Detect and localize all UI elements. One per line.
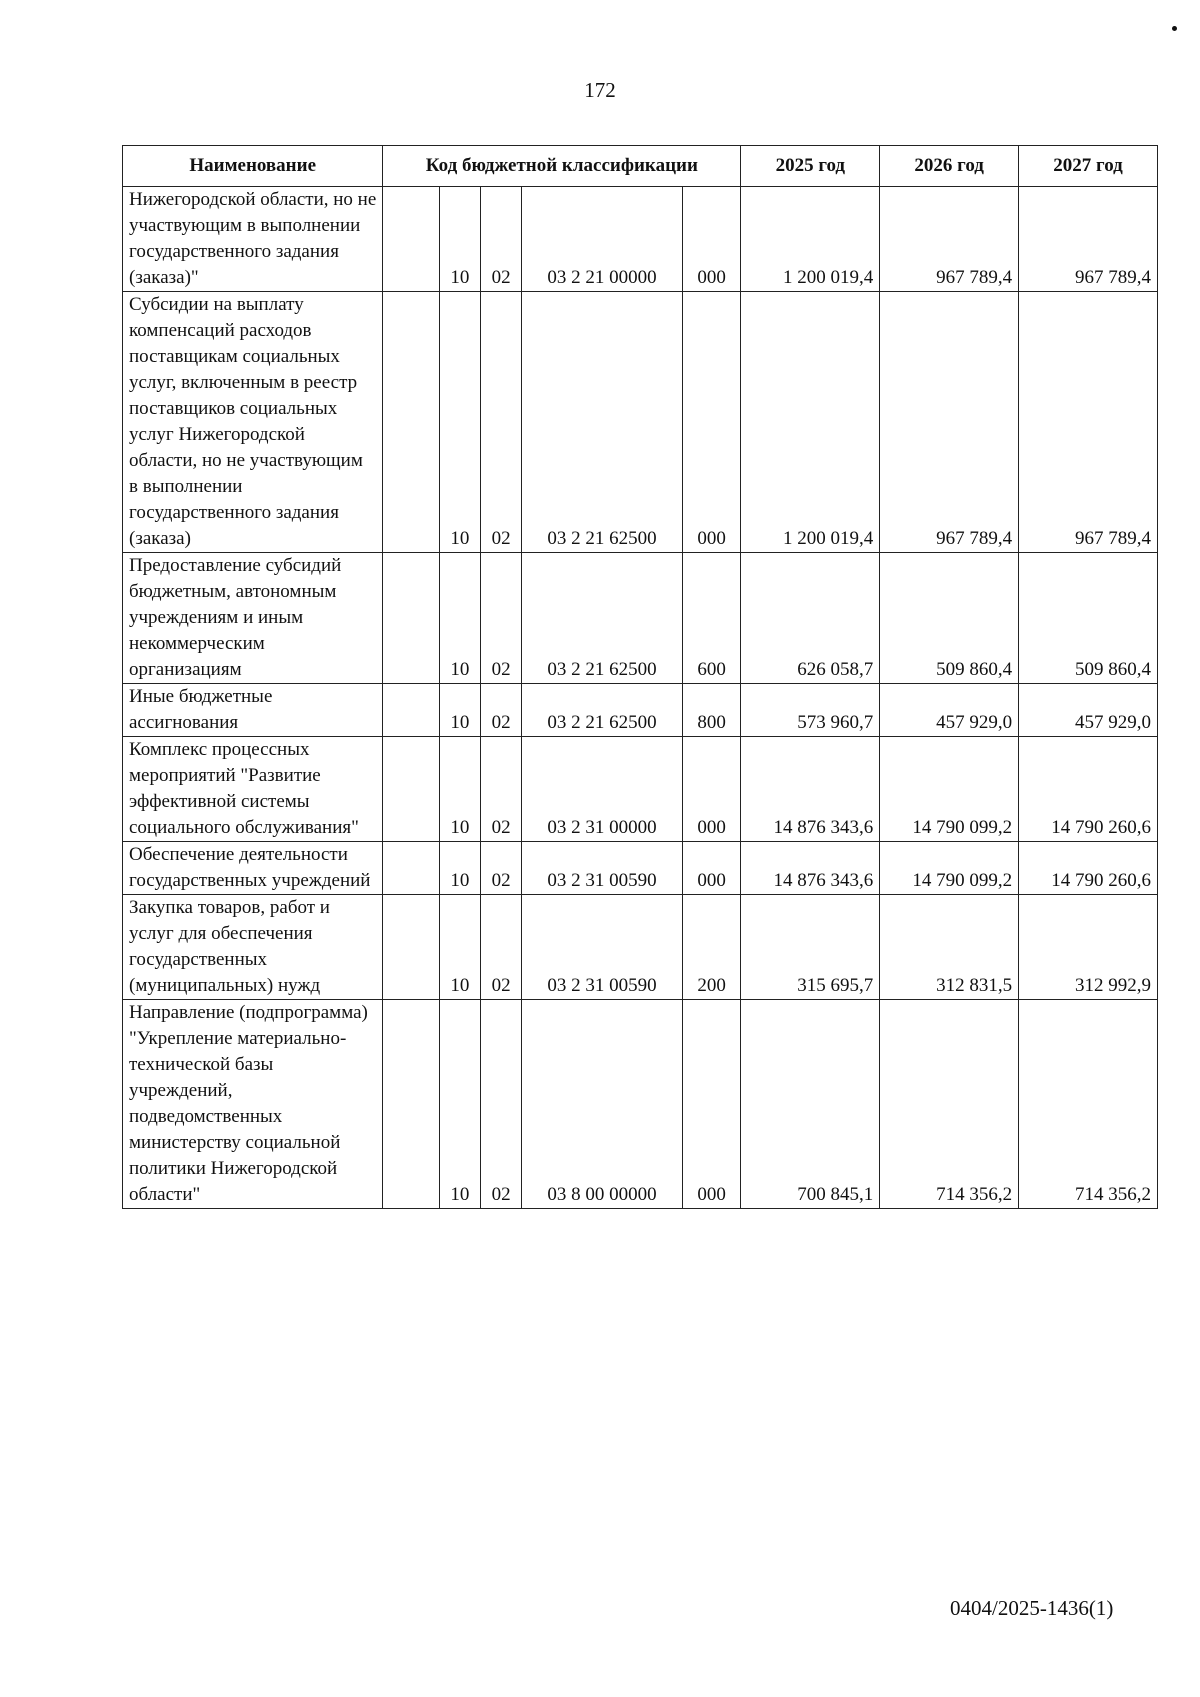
code-chapter xyxy=(383,292,439,553)
code-section: 10 xyxy=(439,737,480,842)
code-section: 10 xyxy=(439,292,480,553)
code-section: 10 xyxy=(439,895,480,1000)
table-row xyxy=(123,684,1158,737)
code-section: 10 xyxy=(439,553,480,684)
row-name: Нижегородской области, но не участвующим в выполнении государственного задания (заказа)" xyxy=(123,187,383,292)
code-subsection: 02 xyxy=(480,895,521,1000)
code-target-article: 03 2 31 00000 xyxy=(522,737,683,842)
row-name: Иные бюджетные ассигнования xyxy=(123,684,383,737)
row-name: Направление (подпрограмма) "Укрепление материально-технической базы учреждений, подведомственных министерству социальной политики Нижегородской области" xyxy=(123,1000,383,1209)
row-name: Предоставление субсидий бюджетным, автономным учреждениям и иным некоммерческим организациям xyxy=(123,553,383,684)
header-year-2027: 2027 год xyxy=(1019,146,1158,187)
page-number: 172 xyxy=(584,78,616,102)
code-target-article: 03 2 21 62500 xyxy=(522,292,683,553)
code-target-article: 03 2 21 00000 xyxy=(522,187,683,292)
code-subsection: 02 xyxy=(480,292,521,553)
code-chapter xyxy=(383,737,439,842)
amount-2026: 967 789,4 xyxy=(880,187,1019,292)
table-row xyxy=(123,842,1158,895)
code-section: 10 xyxy=(439,842,480,895)
code-subsection: 02 xyxy=(480,1000,521,1209)
document-id: 0404/2025-1436(1) xyxy=(950,1596,1114,1620)
row-name: Комплекс процессных мероприятий "Развитие эффективной системы социального обслуживания" xyxy=(123,737,383,842)
amount-2025: 626 058,7 xyxy=(741,553,880,684)
amount-2025: 14 876 343,6 xyxy=(741,842,880,895)
header-name: Наименование xyxy=(123,146,383,187)
code-expense-type: 000 xyxy=(682,737,741,842)
code-expense-type: 000 xyxy=(682,292,741,553)
code-subsection: 02 xyxy=(480,553,521,684)
amount-2026: 509 860,4 xyxy=(880,553,1019,684)
code-expense-type: 000 xyxy=(682,187,741,292)
amount-2026: 312 831,5 xyxy=(880,895,1019,1000)
code-section: 10 xyxy=(439,187,480,292)
amount-2025: 1 200 019,4 xyxy=(741,292,880,553)
row-name: Закупка товаров, работ и услуг для обеспечения государственных (муниципальных) нужд xyxy=(123,895,383,1000)
amount-2027: 967 789,4 xyxy=(1019,292,1158,553)
amount-2027: 509 860,4 xyxy=(1019,553,1158,684)
header-year-2025: 2025 год xyxy=(741,146,880,187)
amount-2025: 315 695,7 xyxy=(741,895,880,1000)
code-target-article: 03 2 21 62500 xyxy=(522,553,683,684)
amount-2027: 312 992,9 xyxy=(1019,895,1158,1000)
code-subsection: 02 xyxy=(480,187,521,292)
code-expense-type: 000 xyxy=(682,1000,741,1209)
amount-2027: 14 790 260,6 xyxy=(1019,842,1158,895)
amount-2027: 457 929,0 xyxy=(1019,684,1158,737)
amount-2027: 14 790 260,6 xyxy=(1019,737,1158,842)
amount-2027: 967 789,4 xyxy=(1019,187,1158,292)
table-row xyxy=(123,292,1158,553)
amount-2026: 714 356,2 xyxy=(880,1000,1019,1209)
table-body xyxy=(123,187,1158,1209)
table-row xyxy=(123,553,1158,684)
code-expense-type: 000 xyxy=(682,842,741,895)
row-name: Субсидии на выплату компенсаций расходов поставщикам социальных услуг, включенным в реестр поставщиков социальных услуг Нижегородской области, но не участвующим в выполнении государственного задания (заказа) xyxy=(123,292,383,553)
code-expense-type: 800 xyxy=(682,684,741,737)
code-target-article: 03 8 00 00000 xyxy=(522,1000,683,1209)
row-name: Обеспечение деятельности государственных учреждений xyxy=(123,842,383,895)
code-subsection: 02 xyxy=(480,842,521,895)
code-section: 10 xyxy=(439,1000,480,1209)
amount-2026: 14 790 099,2 xyxy=(880,737,1019,842)
code-expense-type: 200 xyxy=(682,895,741,1000)
code-target-article: 03 2 31 00590 xyxy=(522,895,683,1000)
table-row xyxy=(123,895,1158,1000)
table-header-row xyxy=(123,146,1158,187)
amount-2025: 14 876 343,6 xyxy=(741,737,880,842)
amount-2025: 1 200 019,4 xyxy=(741,187,880,292)
header-code: Код бюджетной классификации xyxy=(383,146,741,187)
code-target-article: 03 2 31 00590 xyxy=(522,842,683,895)
header-year-2026: 2026 год xyxy=(880,146,1019,187)
code-chapter xyxy=(383,842,439,895)
code-chapter xyxy=(383,895,439,1000)
amount-2025: 700 845,1 xyxy=(741,1000,880,1209)
code-chapter xyxy=(383,684,439,737)
code-target-article: 03 2 21 62500 xyxy=(522,684,683,737)
corner-mark xyxy=(1172,26,1177,31)
table-row xyxy=(123,187,1158,292)
table-row xyxy=(123,1000,1158,1209)
code-chapter xyxy=(383,187,439,292)
table-row xyxy=(123,737,1158,842)
amount-2027: 714 356,2 xyxy=(1019,1000,1158,1209)
amount-2026: 967 789,4 xyxy=(880,292,1019,553)
code-expense-type: 600 xyxy=(682,553,741,684)
code-subsection: 02 xyxy=(480,684,521,737)
budget-table xyxy=(122,145,1158,1209)
code-section: 10 xyxy=(439,684,480,737)
code-subsection: 02 xyxy=(480,737,521,842)
code-chapter xyxy=(383,553,439,684)
amount-2026: 14 790 099,2 xyxy=(880,842,1019,895)
amount-2026: 457 929,0 xyxy=(880,684,1019,737)
amount-2025: 573 960,7 xyxy=(741,684,880,737)
code-chapter xyxy=(383,1000,439,1209)
